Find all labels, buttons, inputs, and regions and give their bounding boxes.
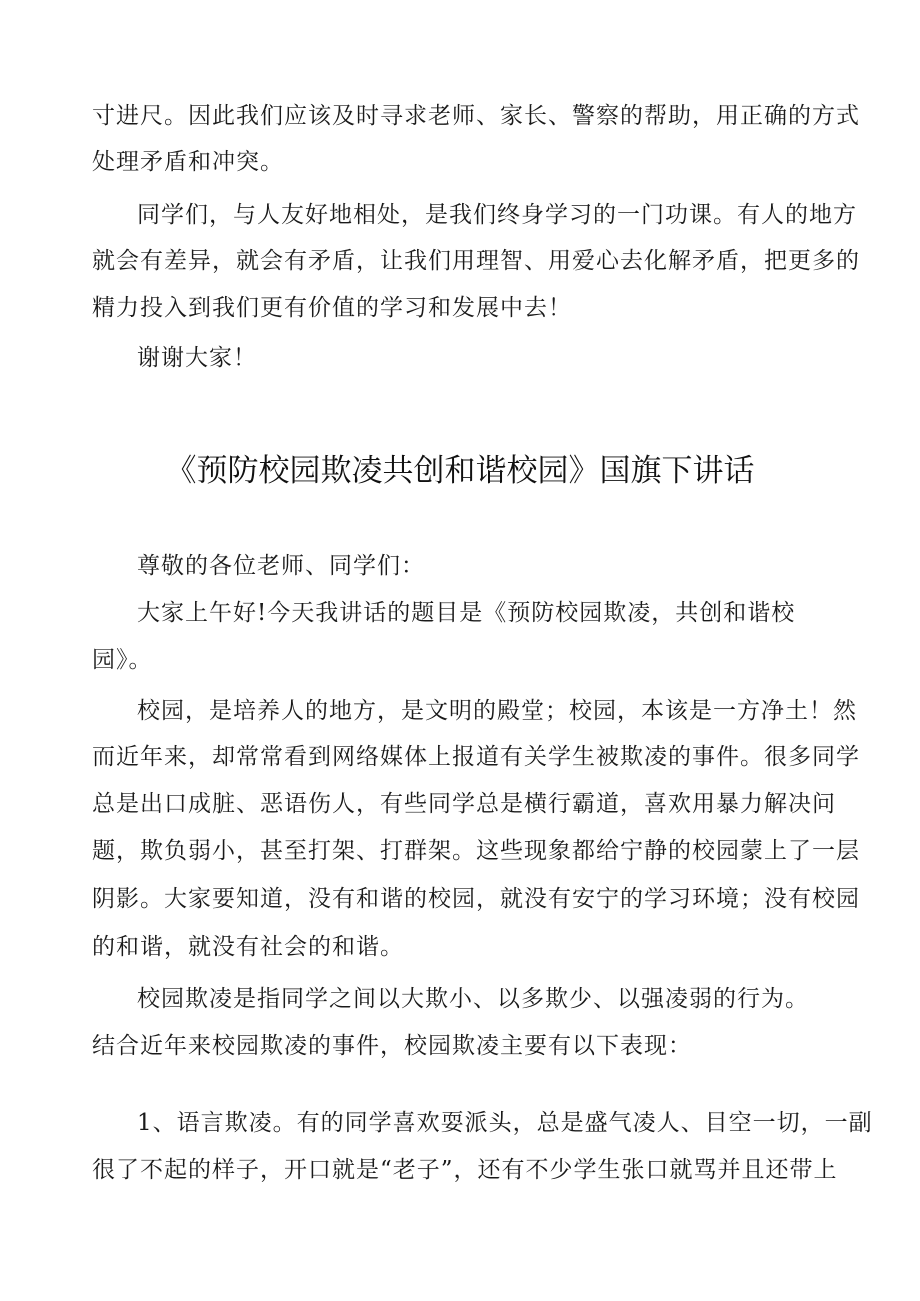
salutation: 尊敬的各位老师、同学们：: [137, 553, 425, 579]
text-line: 的和谐，就没有社会的和谐。: [92, 934, 404, 960]
text-line: 阴影。大家要知道，没有和谐的校园，就没有安宁的学习环境；没有校园: [92, 886, 860, 912]
text-line: 就会有差异，就会有矛盾，让我们用理智、用爱心去化解矛盾，把更多的: [92, 248, 860, 274]
text-line: 园》。: [92, 647, 153, 673]
text-line: 大家上午好!今天我讲话的题目是《预防校园欺凌，共创和谐校: [137, 600, 796, 626]
text-line: 校园，是培养人的地方，是文明的殿堂；校园，本该是一方净土！然: [137, 698, 857, 724]
text-line: 而近年来，却常常看到网络媒体上报道有关学生被欺凌的事件。很多同学: [92, 744, 860, 770]
text-line: 题，欺负弱小，甚至打架、打群架。这些现象都给宁静的校园蒙上了一层: [92, 838, 860, 864]
text-line: 很了不起的样子，开口就是“老子”，还有不少学生张口就骂并且还带上: [92, 1157, 838, 1183]
text-line: 精力投入到我们更有价值的学习和发展中去！: [92, 295, 572, 321]
text-line: 总是出口成脏、恶语伤人，有些同学总是横行霸道，喜欢用暴力解决问: [92, 791, 836, 817]
text-line: 处理矛盾和冲突。: [92, 149, 284, 175]
text-line: 校园欺凌是指同学之间以大欺小、以多欺少、以强凌弱的行为。: [137, 986, 809, 1012]
text-line: 结合近年来校园欺凌的事件，校园欺凌主要有以下表现：: [92, 1033, 692, 1059]
speech-title: 《预防校园欺凌共创和谐校园》国旗下讲话: [165, 453, 755, 489]
closing-line: 谢谢大家！: [137, 345, 257, 371]
text-line: 1、语言欺凌。有的同学喜欢耍派头，总是盛气凌人、目空一切，一副: [137, 1110, 873, 1136]
text-line: 同学们，与人友好地相处，是我们终身学习的一门功课。有人的地方: [137, 202, 857, 228]
text-line: 寸进尺。因此我们应该及时寻求老师、家长、警察的帮助，用正确的方式: [92, 103, 860, 129]
